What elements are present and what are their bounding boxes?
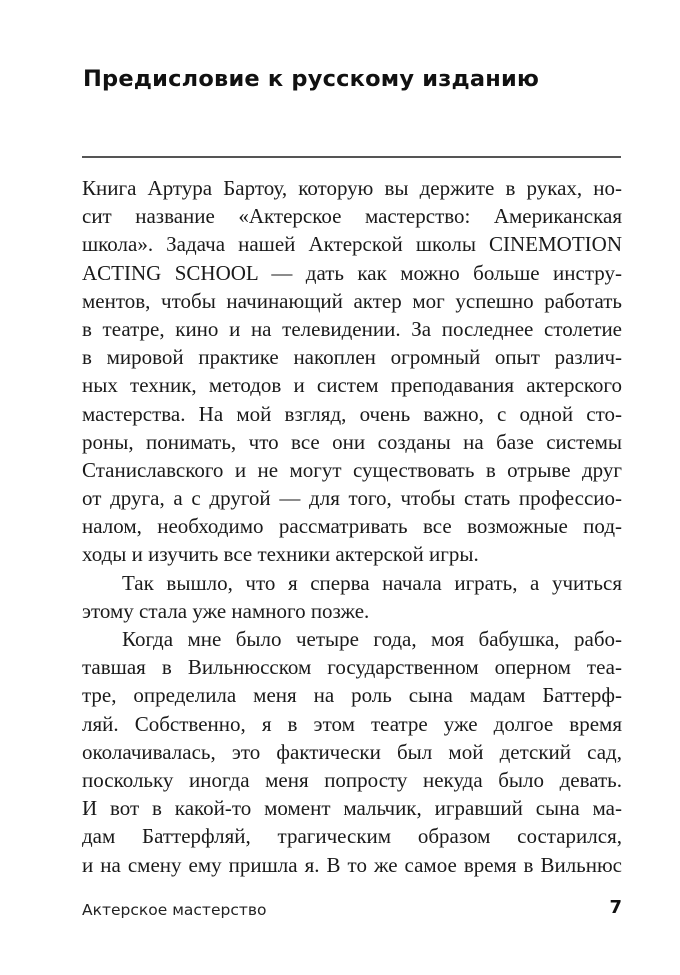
text-line: от друга, а с другой — для того, чтобы стать профессио- (82, 486, 622, 511)
text-line: налом, необходимо рассматривать все возможные под- (82, 514, 622, 539)
text-line: Станиславского и не могут существовать в отрыве друг (82, 457, 622, 482)
text-line: ходы и изучить все техники актерской игры. (82, 542, 479, 567)
text-line: этому стала уже намного позже. (82, 598, 370, 623)
text-line: роны, понимать, что все они созданы на базе системы (82, 429, 622, 454)
text-line: поскольку иногда меня попросту некуда было девать. (82, 767, 622, 792)
text-line: Так вышло, что я сперва начала играть, а учиться (122, 570, 622, 595)
text-line: дам Баттерфляй, трагическим образом состарился, (82, 824, 622, 849)
text-line: в театре, кино и на телевидении. За последнее столетие (82, 316, 622, 341)
text-line: ACTING SCHOOL — дать как можно больше инстру- (82, 260, 622, 285)
body-text (82, 174, 622, 879)
text-line: сит название «Актерское мастерство: Американская (82, 204, 622, 229)
running-footer-title: Актерское мастерство (82, 901, 267, 919)
text-line: ментов, чтобы начинающий актер мог успешно работать (82, 288, 622, 313)
text-line: И вот в какой-то момент мальчик, игравший сына ма- (82, 796, 622, 821)
title-divider (82, 156, 621, 158)
text-line: ных техник, методов и систем преподавания актерского (82, 373, 622, 398)
chapter-title: Предисловие к русскому изданию (83, 66, 540, 92)
text-line: Когда мне было четыре года, моя бабушка, рабо- (122, 627, 622, 651)
page-number: 7 (609, 897, 622, 918)
text-line: школа». Задача нашей Актерской школы CINEMOTION (82, 232, 622, 257)
text-line: тавшая в Вильнюсском государственном оперном теа- (82, 655, 622, 680)
text-line: околачивалась, это фактически был мой детский сад, (82, 739, 622, 764)
text-line: в мировой практике накоплен огромный опыт различ- (82, 345, 622, 370)
text-line: ляй. Собственно, я в этом театре уже долгое время (82, 711, 622, 736)
text-line: мастерства. На мой взгляд, очень важно, с одной сто- (82, 401, 622, 426)
text-line: Книга Артура Бартоу, которую вы держите в руках, но- (82, 176, 622, 200)
text-line: и на смену ему пришла я. В то же самое время в Вильнюс (82, 852, 622, 877)
text-line: тре, определила меня на роль сына мадам Баттерф- (82, 683, 622, 708)
